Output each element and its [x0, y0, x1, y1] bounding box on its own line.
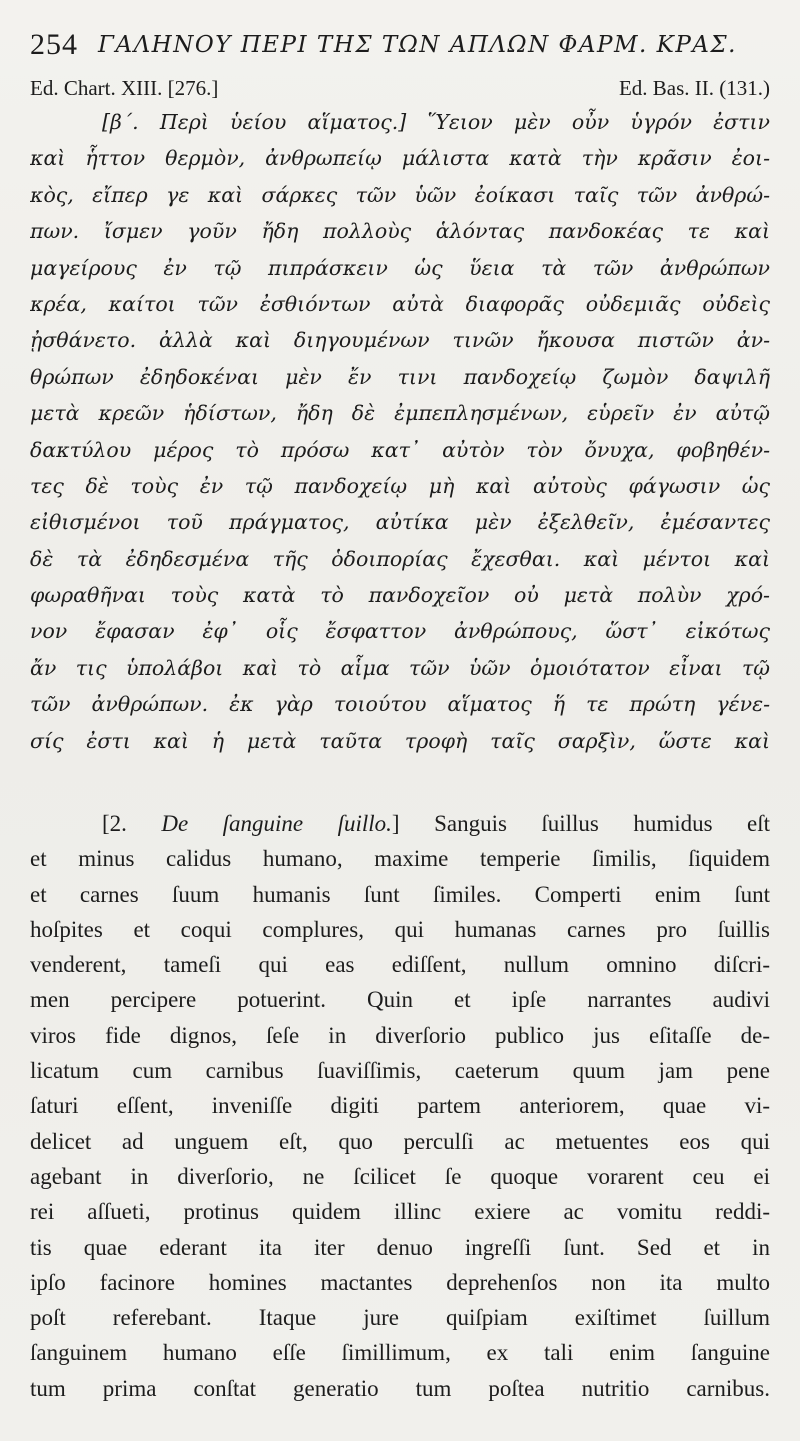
greek-line: κὸς, εἴπερ γε καὶ σάρκες τῶν ὑῶν ἐοίκασι ταῖς τῶν ἀνθρώ-: [30, 182, 770, 207]
latin-line: venderent, tameſi qui eas ediſſent, nullum omnino diſcri-: [30, 952, 770, 978]
greek-line: δακτύλου μέρος τὸ πρόσω κατ᾽ αὐτὸν τὸν ὄνυχα, φοβηθέν-: [30, 437, 770, 462]
latin-line: poſt referebant. Itaque jure quiſpiam exiſtimet ſuillum: [30, 1305, 770, 1331]
latin-line: rei aſſueti, protinus quidem illinc exiere ac vomitu reddi-: [30, 1199, 770, 1225]
edition-references: [30, 76, 770, 102]
greek-line: [β΄. Περὶ ὑείου αἵματος.] Ὕειον μὲν οὖν ὑγρόν ἐστιν: [102, 110, 770, 134]
greek-line: εἰθισμένοι τοῦ πράγματος, αὐτίκα μὲν ἐξελθεῖν, ἐμέσαντες: [30, 510, 770, 535]
latin-line: tum prima conſtat generatio tum poſtea nutritio carnibus.: [30, 1375, 770, 1401]
greek-text-block: [30, 104, 770, 759]
latin-line: ipſo facinore homines mactantes deprehenſos non ita multo: [30, 1269, 770, 1295]
greek-line: τῶν ἀνθρώπων. ἐκ γὰρ τοιούτου αἵματος ἥ τε πρώτη γένε-: [30, 692, 770, 717]
latin-line: tis quae ederant ita iter denuo ingreſſi ſunt. Sed et in: [30, 1234, 770, 1260]
latin-line: licatum cum carnibus ſuaviſſimis, caeterum quum jam pene: [30, 1058, 770, 1084]
greek-line: ἄν τις ὑπολάβοι καὶ τὸ αἷμα τῶν ὑῶν ὁμοιότατον εἶναι τῷ: [30, 655, 770, 680]
greek-line: ᾐσθάνετο. ἀλλὰ καὶ διηγουμένων τινῶν ἤκουσα πιστῶν ἀν-: [30, 328, 770, 353]
latin-line: delicet ad unguem eſt, quo perculſi ac metuentes eos qui: [30, 1128, 770, 1154]
latin-line: ſanguinem humano eſſe ſimillimum, ex tali enim ſanguine: [30, 1340, 770, 1366]
greek-line: δὲ τὰ ἐδηδεσμένα τῆς ὁδοιπορίας ἔχεσθαι. καὶ μέντοι καὶ: [30, 546, 770, 571]
greek-line: πων. ἴσμεν γοῦν ἤδη πολλοὺς ἁλόντας πανδοκέας τε καὶ: [30, 219, 770, 244]
greek-line: σίς ἐστι καὶ ἡ μετὰ ταῦτα τροφὴ ταῖς σαρξὶν, ὥστε καὶ: [30, 728, 770, 753]
page-number: 254: [30, 28, 78, 61]
greek-line: κρέα, καίτοι τῶν ἐσθιόντων αὐτὰ διαφορᾶς οὐδεμιᾶς οὐδεὶς: [30, 291, 770, 316]
greek-line: καὶ ἧττον θερμὸν, ἀνθρωπείῳ μάλιστα κατὰ τὴν κρᾶσιν ἐοι-: [30, 146, 770, 171]
edition-chartier: Ed. Chart. XIII. [276.]: [30, 76, 219, 100]
latin-line: et minus calidus humano, maxime temperie ſimilis, ſiquidem: [30, 846, 770, 872]
greek-line: φωραθῆναι τοὺς κατὰ τὸ πανδοχεῖον οὐ μετὰ πολὺν χρό-: [30, 583, 770, 608]
greek-line: τες δὲ τοὺς ἐν τῷ πανδοχείῳ μὴ καὶ αὐτοὺς φάγωσιν ὡς: [30, 473, 770, 498]
latin-text-block: [30, 806, 770, 1406]
edition-basel: Ed. Bas. II. (131.): [618, 76, 770, 100]
latin-line: agebant in diverſorio, ne ſcilicet ſe quoque vorarent ceu ei: [30, 1163, 770, 1189]
latin-line: men percipere potuerint. Quin et ipſe narrantes audivi: [30, 987, 770, 1013]
show-through-text: [30, 770, 770, 804]
latin-section-heading-line: [30, 806, 770, 841]
running-head: [30, 24, 770, 64]
latin-line: viros fide dignos, ſeſe in diverſorio publico jus eſitaſſe de-: [30, 1022, 770, 1048]
heading-close-bracket: ]: [391, 811, 400, 836]
latin-first-line-text: Sanguis ſuillus humidus eſt: [434, 811, 770, 836]
section-title: De ſanguine ſuillo.: [161, 811, 392, 836]
latin-line: ſaturi eſſent, inveniſſe digiti partem anteriorem, quae vi-: [30, 1093, 770, 1119]
greek-line: μετὰ κρεῶν ἡδίστων, ἤδη δὲ ἐμπεπλησμένων, εὑρεῖν ἐν αὐτῷ: [30, 401, 770, 426]
latin-line: et carnes ſuum humanis ſunt ſimiles. Comperti enim ſunt: [30, 881, 770, 907]
greek-line: θρώπων ἐδηδοκέναι μὲν ἔν τινι πανδοχείῳ ζωμὸν δαψιλῆ: [30, 364, 770, 389]
running-title: ΓΑΛΗΝΟΥ ΠΕΡΙ ΤΗΣ ΤΩΝ ΑΠΛΩΝ ΦΑΡΜ. ΚΡΑΣ.: [98, 32, 737, 58]
greek-line: νον ἔφασαν ἐφ᾽ οἷς ἔσφαττον ἀνθρώπους, ὥστ᾽ εἰκότως: [30, 619, 770, 644]
greek-line: μαγείρους ἐν τῷ πιπράσκειν ὡς ὕεια τὰ τῶν ἀνθρώπων: [30, 255, 770, 280]
heading-open-bracket: [2.: [102, 811, 162, 836]
latin-line: hoſpites et coqui complures, qui humanas carnes pro ſuillis: [30, 916, 770, 942]
